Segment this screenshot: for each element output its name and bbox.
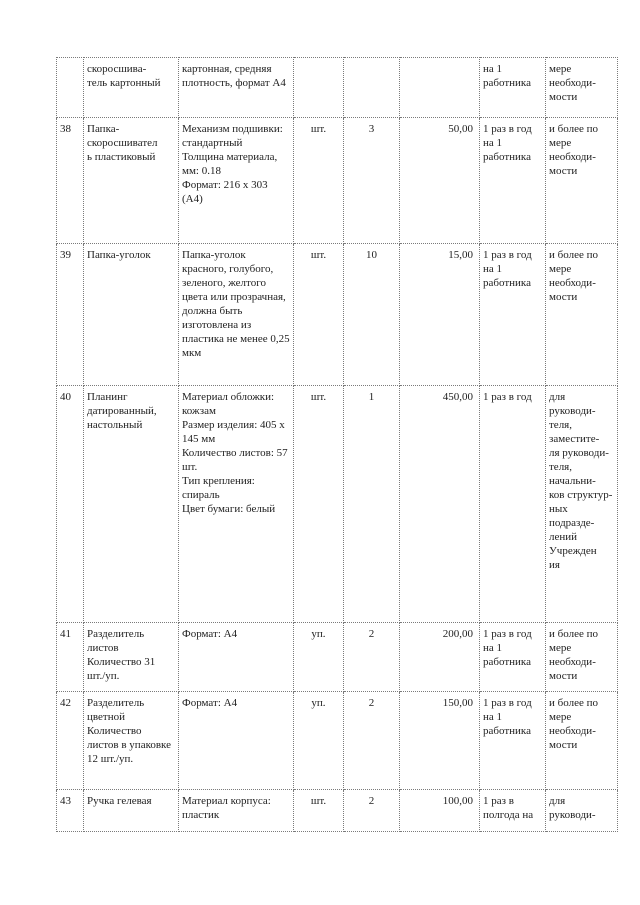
item-note: и более по мере необходи- мости	[546, 623, 618, 692]
item-name: Папка-уголок	[84, 244, 179, 386]
row-number: 38	[57, 118, 84, 244]
item-note: и более по мере необходи- мости	[546, 244, 618, 386]
table-row	[57, 692, 618, 790]
item-price: 150,00	[400, 692, 480, 790]
item-quantity: 1	[344, 386, 400, 623]
item-description: Папка-уголок красного, голубого, зеленого, желтого цвета или прозрачная, должна быть изготовлена из пластика не менее 0,25 мкм	[179, 244, 294, 386]
item-frequency: 1 раз в год на 1 работника	[480, 244, 546, 386]
item-note: и более по мере необходи- мости	[546, 692, 618, 790]
item-description: Материал корпуса: пластик	[179, 790, 294, 832]
supplies-table	[56, 57, 618, 832]
item-frequency: на 1 работника	[480, 58, 546, 118]
item-description: Механизм подшивки: стандартный Толщина материала, мм: 0.18 Формат: 216 x 303 (А4)	[179, 118, 294, 244]
item-note: и более по мере необходи- мости	[546, 118, 618, 244]
item-description: Формат: А4	[179, 692, 294, 790]
item-frequency: 1 раз в год на 1 работника	[480, 623, 546, 692]
row-number	[57, 58, 84, 118]
table-row	[57, 244, 618, 386]
row-number: 42	[57, 692, 84, 790]
item-name: Разделитель цветной Количество листов в упаковке 12 шт./уп.	[84, 692, 179, 790]
item-name: скоросшива- тель картонный	[84, 58, 179, 118]
row-number: 40	[57, 386, 84, 623]
item-price: 450,00	[400, 386, 480, 623]
item-price: 50,00	[400, 118, 480, 244]
item-unit	[294, 58, 344, 118]
item-frequency: 1 раз в год на 1 работника	[480, 118, 546, 244]
table-row	[57, 790, 618, 832]
table-row	[57, 58, 618, 118]
item-description: картонная, средняя плотность, формат А4	[179, 58, 294, 118]
row-number: 41	[57, 623, 84, 692]
table-row	[57, 386, 618, 623]
item-unit: шт.	[294, 244, 344, 386]
item-unit: уп.	[294, 623, 344, 692]
item-quantity: 3	[344, 118, 400, 244]
item-unit: шт.	[294, 790, 344, 832]
table-row	[57, 623, 618, 692]
item-name: Планинг датированный, настольный	[84, 386, 179, 623]
item-name: Ручка гелевая	[84, 790, 179, 832]
item-quantity: 10	[344, 244, 400, 386]
item-frequency: 1 раз в год на 1 работника	[480, 692, 546, 790]
item-name: Разделитель листов Количество 31 шт./уп.	[84, 623, 179, 692]
item-quantity	[344, 58, 400, 118]
item-note: для руководи-	[546, 790, 618, 832]
item-description: Материал обложки: кожзам Размер изделия: 405 x 145 мм Количество листов: 57 шт. Тип крепления: спираль Цвет бумаги: белый	[179, 386, 294, 623]
item-note: мере необходи- мости	[546, 58, 618, 118]
table-row	[57, 118, 618, 244]
item-price: 200,00	[400, 623, 480, 692]
item-quantity: 2	[344, 790, 400, 832]
item-frequency: 1 раз в полгода на	[480, 790, 546, 832]
item-quantity: 2	[344, 623, 400, 692]
table-body	[57, 58, 618, 832]
item-price: 100,00	[400, 790, 480, 832]
row-number: 43	[57, 790, 84, 832]
item-unit: шт.	[294, 386, 344, 623]
item-frequency: 1 раз в год	[480, 386, 546, 623]
item-unit: уп.	[294, 692, 344, 790]
item-price	[400, 58, 480, 118]
item-price: 15,00	[400, 244, 480, 386]
item-quantity: 2	[344, 692, 400, 790]
row-number: 39	[57, 244, 84, 386]
item-note: для руководи- теля, заместите- ля руководи- теля, начальни- ков структур- ных подразде- лений Учрежден ия	[546, 386, 618, 623]
item-unit: шт.	[294, 118, 344, 244]
item-description: Формат: А4	[179, 623, 294, 692]
item-name: Папка- скоросшивател ь пластиковый	[84, 118, 179, 244]
